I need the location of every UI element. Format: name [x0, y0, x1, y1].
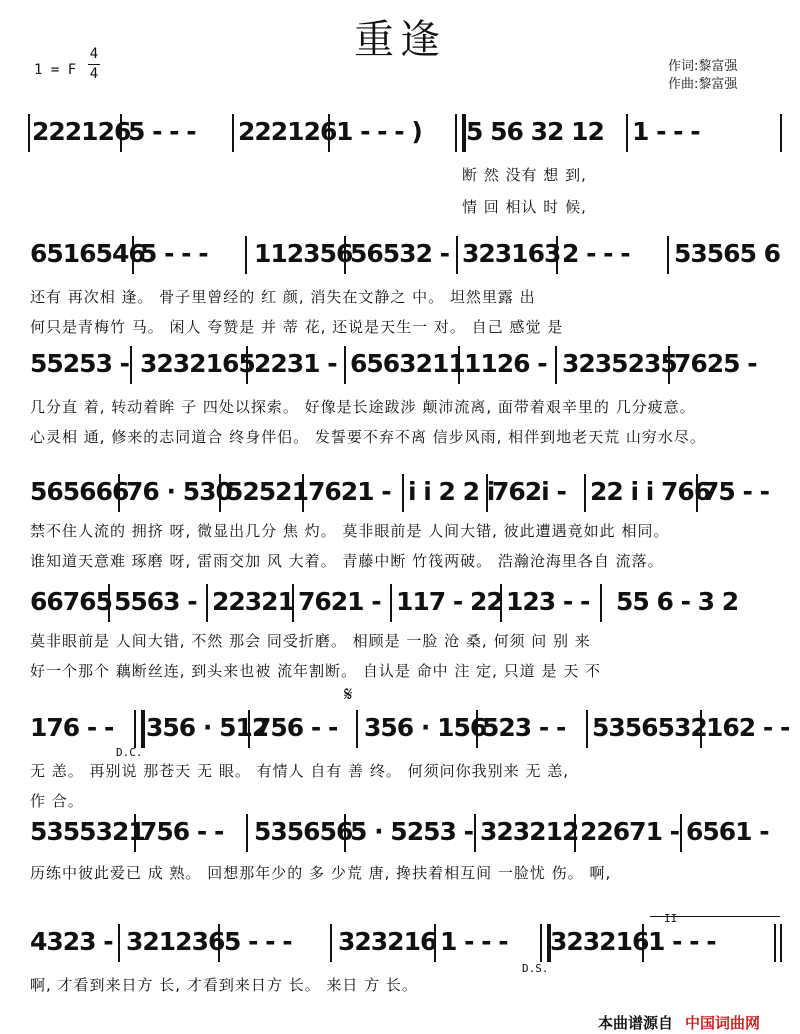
dal-segno-mark: D.S.	[522, 962, 549, 975]
measure: 162 - -	[706, 713, 790, 742]
measure: 176 - -	[30, 713, 114, 742]
measure: 356 · 512	[146, 713, 269, 742]
measure: 1 - - -	[440, 927, 508, 956]
measure: 5 - - -	[140, 239, 208, 268]
measure: 76 · 530	[126, 477, 232, 506]
measure: 52521	[226, 477, 308, 506]
measure: 5 - - -	[128, 117, 196, 146]
measure: 53565 6	[674, 239, 781, 268]
measure: 7625 -	[674, 349, 757, 378]
measure: 323216	[338, 927, 437, 956]
measure: 4323 -	[30, 927, 113, 956]
measure: 112356	[254, 239, 353, 268]
measure: 5355321	[30, 817, 145, 846]
measure: 1 - - -	[648, 927, 716, 956]
lyric-line-1: 历练中彼此爱已 成 熟。 回想那年少的 多 少荒 唐, 搀扶着相互间 一脸忧 伤。 啊,	[30, 864, 612, 882]
measure: 535656	[254, 817, 353, 846]
measure: 2231 -	[254, 349, 337, 378]
lyric-line-1: 莫非眼前是 人间大错, 不然 那会 同受折磨。 相顾是 一脸 沧 桑, 何须 问 别 来	[30, 632, 591, 650]
measure: 117 - 22	[396, 587, 503, 616]
measure: 321236	[126, 927, 225, 956]
measure: 356 · 156	[364, 713, 487, 742]
measure: 5356532	[592, 713, 707, 742]
lyricist: 作词:黎富强	[668, 59, 738, 74]
measure: 1 - - - )	[336, 117, 422, 146]
lyric-line-1: 禁不住人流的 拥挤 呀, 微显出几分 焦 灼。 莫非眼前是 人间大错, 彼此遭遇竟如此 相同。	[30, 522, 670, 540]
measure: 22 i i 766	[590, 477, 711, 506]
measure: 66765	[30, 587, 112, 616]
measure: 7621 -	[298, 587, 381, 616]
composer: 作曲:黎富强	[668, 77, 738, 92]
measure: 22321	[212, 587, 294, 616]
meter-top: 4	[89, 46, 99, 62]
lyric-line-1: 无 恙。 再别说 那苍天 无 眼。 有情人 自有 善 终。 何须问你我别来 无 恙,	[30, 762, 569, 780]
measure: 75 - -	[702, 477, 769, 506]
measure: 222126	[238, 117, 337, 146]
measure: 123 - -	[506, 587, 590, 616]
measure: 1126 -	[464, 349, 547, 378]
lyric-line-2: 谁知道天意难 琢磨 呀, 雷雨交加 风 大着。 青藤中断 竹筏两破。 浩瀚沧海里各自 流落。	[30, 552, 664, 570]
measure: 323163	[462, 239, 561, 268]
measure: 3232165	[140, 349, 255, 378]
measure: 5563 -	[114, 587, 197, 616]
measure: 565666	[30, 477, 129, 506]
lyric-line-2: 情 回 相认 时 候,	[462, 198, 587, 216]
meter-bottom: 4	[89, 66, 99, 82]
measure: 56532 -	[350, 239, 450, 268]
lyric-line-1: 还有 再次相 逢。 骨子里曾经的 红 颜, 消失在文静之 中。 坦然里露 出	[30, 288, 536, 306]
measure: 5 - - -	[224, 927, 292, 956]
measure: 55 6 - 3 2	[616, 587, 739, 616]
credits	[668, 58, 737, 94]
segno-sign: 𝄋	[344, 682, 353, 706]
lyric-line-2: 作 合。	[30, 792, 84, 810]
footer-brand-link[interactable]: 中国词曲网	[685, 1014, 761, 1032]
lyric-line-2: 何只是青梅竹 马。 闲人 夸赞是 并 蒂 花, 还说是天生一 对。 自己 感觉 是	[30, 318, 564, 336]
measure: 6561 -	[686, 817, 769, 846]
key-signature: 1 = F	[34, 62, 77, 78]
measure: 756 - -	[254, 713, 338, 742]
lyric-line-1: 几分直 着, 转动着眸 子 四处以探索。 好像是长途跋涉 颠沛流离, 面带着艰辛里的 几分疲意。	[30, 398, 696, 416]
lyric-line-1: 断 然 没有 想 到,	[462, 166, 587, 184]
measure: 2 - - -	[562, 239, 630, 268]
measure: 3235235	[562, 349, 677, 378]
measure: 5 56 32 12	[466, 117, 604, 146]
measure: 6563211	[350, 349, 465, 378]
measure: 55253 -	[30, 349, 130, 378]
measure: 323212	[480, 817, 579, 846]
measure: 523 - -	[482, 713, 566, 742]
da-capo-mark: D.C.	[116, 746, 143, 759]
measure: 756 - -	[140, 817, 224, 846]
lyric-line-2: 好一个那个 藕断丝连, 到头来也被 流年割断。 自认是 命中 注 定, 只道 是 天 不	[30, 662, 601, 680]
time-signature	[88, 46, 100, 83]
measure: 7621 -	[308, 477, 391, 506]
footer	[598, 1012, 760, 1033]
song-title: 重逢	[354, 17, 446, 63]
lyric-line-1: 啊, 才看到来日方 长, 才看到来日方 长。 来日 方 长。	[30, 976, 418, 994]
measure: 1 - - -	[632, 117, 700, 146]
footer-source: 本曲谱源自	[598, 1014, 674, 1032]
volta-mark: II	[664, 912, 678, 925]
measure: 323216	[550, 927, 649, 956]
measure: 762i -	[492, 477, 566, 506]
measure: 22671 -	[580, 817, 680, 846]
measure: 6516546	[30, 239, 145, 268]
measure: 5 · 5253 -	[350, 817, 473, 846]
measure: 222126	[32, 117, 131, 146]
lyric-line-2: 心灵相 通, 修来的志同道合 终身伴侣。 发誓要不弃不离 信步风雨, 相伴到地老天荒 山穷水尽。	[30, 428, 706, 446]
measure: i i 2 2 i	[408, 477, 495, 506]
